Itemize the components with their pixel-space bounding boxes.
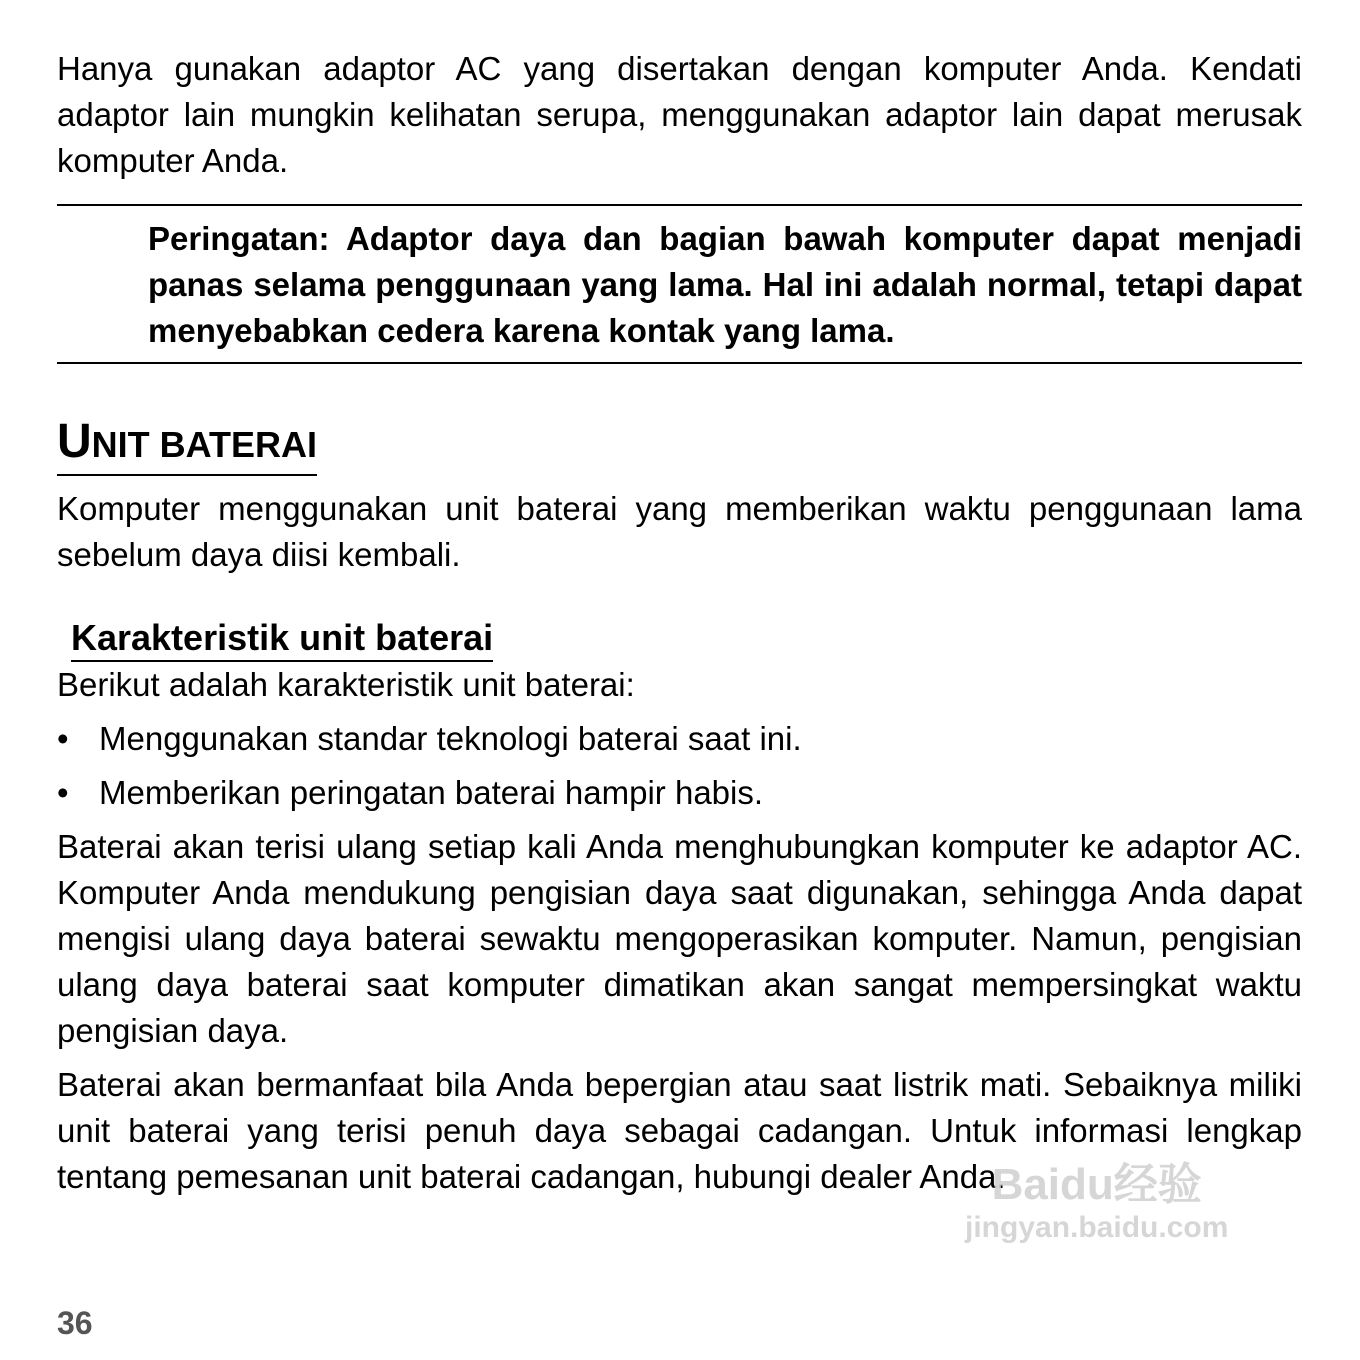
section-title-rest: NIT BATERAI [91,424,317,465]
list-item [57,716,1302,762]
bullet-icon: • [57,720,69,757]
section-intro: Komputer menggunakan unit baterai yang memberikan waktu penggunaan lama sebelum daya diisi kembali. [57,490,1302,573]
list-item-text: Menggunakan standar teknologi baterai saat ini. [99,720,802,757]
bullet-icon: • [57,774,69,811]
subsection-lead: Berikut adalah karakteristik unit baterai: [57,666,635,703]
warning-text: Peringatan: Adaptor daya dan bagian bawah komputer dapat menjadi panas selama penggunaan yang lama. Hal ini adalah normal, tetapi dapat menyebabkan cedera karena kontak yang lama. [148,220,1302,349]
watermark-url: jingyan.baidu.com [965,1211,1229,1244]
list-item-text: Memberikan peringatan baterai hampir habis. [99,774,764,811]
document-page [57,46,1302,1200]
travel-paragraph: Baterai akan bermanfaat bila Anda bepergian atau saat listrik mati. Sebaiknya miliki unit baterai yang terisi penuh daya sebagai cadangan. Untuk informasi lengkap tentang pemesanan unit baterai cadangan, hubungi dealer Anda. [57,1066,1302,1195]
list-item [57,770,1302,816]
section-title-initial: U [57,415,92,468]
feature-list [57,716,1302,816]
adapter-paragraph: Hanya gunakan adaptor AC yang disertakan dengan komputer Anda. Kendati adaptor lain mungkin kelihatan serupa, menggunakan adaptor lain dapat merusak komputer Anda. [57,50,1302,179]
watermark-logo: Baidu经验 [991,1160,1202,1209]
warning-box [57,204,1302,364]
page-number: 36 [57,1305,93,1341]
section-title [57,414,317,476]
charging-paragraph: Baterai akan terisi ulang setiap kali Anda menghubungkan komputer ke adaptor AC. Komputer Anda mendukung pengisian daya saat digunakan, sehingga Anda dapat mengisi ulang daya baterai sewaktu mengoperasikan komputer. Namun, pengisian ulang daya baterai saat komputer dimatikan akan sangat mempersingkat waktu pengisian daya. [57,828,1302,1049]
subsection-title: Karakteristik unit baterai [71,616,493,662]
